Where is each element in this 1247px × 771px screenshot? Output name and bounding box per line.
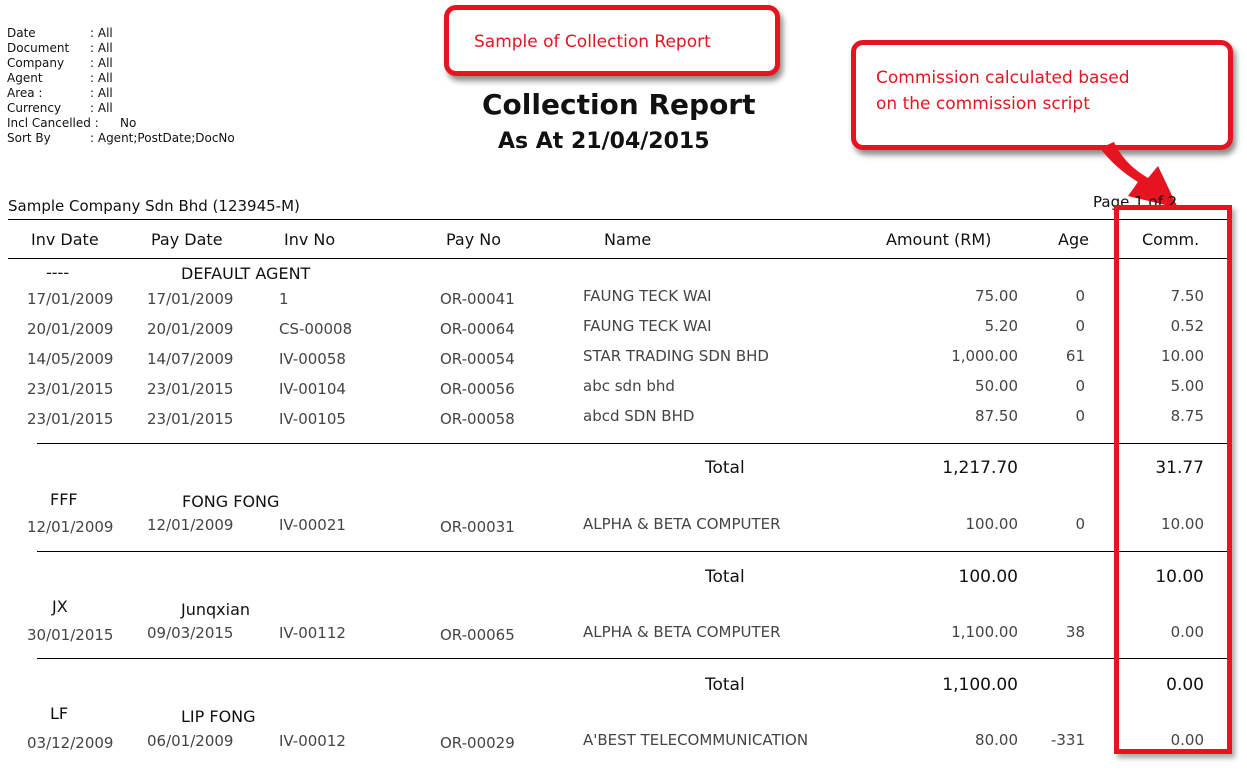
cell-name: abc sdn bhd bbox=[583, 377, 675, 395]
agent-code: LF bbox=[50, 704, 69, 723]
cell-pay-date: 12/01/2009 bbox=[147, 516, 234, 534]
total-label: Total bbox=[705, 458, 745, 478]
cell-age: 0 bbox=[1075, 377, 1085, 395]
cell-comm: 10.00 bbox=[1161, 347, 1204, 365]
cell-comm: 10.00 bbox=[1161, 515, 1204, 533]
total-label: Total bbox=[705, 567, 745, 587]
cell-inv-no: IV-00105 bbox=[279, 410, 346, 428]
cell-name: FAUNG TECK WAI bbox=[583, 287, 712, 305]
cell-inv-no: IV-00012 bbox=[279, 732, 346, 750]
report-title: Collection Report bbox=[482, 88, 756, 121]
cell-inv-no: CS-00008 bbox=[279, 320, 353, 338]
col-inv-date: Inv Date bbox=[31, 230, 99, 249]
cell-name: ALPHA & BETA COMPUTER bbox=[583, 515, 781, 533]
company-name: Sample Company Sdn Bhd (123945-M) bbox=[8, 197, 300, 215]
agent-code: FFF bbox=[50, 490, 78, 509]
total-label: Total bbox=[705, 675, 745, 695]
cell-age: -331 bbox=[1050, 731, 1085, 749]
cell-pay-no: OR-00064 bbox=[440, 320, 515, 338]
column-header-row bbox=[8, 219, 1232, 259]
cell-pay-date: 09/03/2015 bbox=[147, 624, 234, 642]
cell-amount: 100.00 bbox=[965, 515, 1018, 533]
cell-comm: 5.00 bbox=[1170, 377, 1204, 395]
cell-inv-date: 20/01/2009 bbox=[27, 320, 114, 338]
total-amount: 100.00 bbox=[958, 567, 1018, 587]
cell-inv-date: 03/12/2009 bbox=[27, 734, 114, 752]
agent-name: Junqxian bbox=[181, 600, 251, 619]
cell-pay-no: OR-00054 bbox=[440, 350, 515, 368]
agent-name: FONG FONG bbox=[182, 492, 280, 511]
cell-amount: 75.00 bbox=[975, 287, 1018, 305]
page-number: Page 1 of 2 bbox=[1093, 193, 1178, 211]
cell-pay-date: 23/01/2015 bbox=[147, 410, 234, 428]
cell-comm: 0.00 bbox=[1170, 731, 1204, 749]
col-pay-date: Pay Date bbox=[151, 230, 223, 249]
cell-comm: 0.52 bbox=[1170, 317, 1204, 335]
total-divider bbox=[37, 658, 1232, 659]
cell-comm: 0.00 bbox=[1170, 623, 1204, 641]
agent-name: DEFAULT AGENT bbox=[181, 264, 311, 283]
total-comm: 31.77 bbox=[1155, 458, 1204, 478]
total-comm: 10.00 bbox=[1155, 567, 1204, 587]
cell-inv-no: IV-00021 bbox=[279, 516, 346, 534]
cell-pay-no: OR-00029 bbox=[440, 734, 515, 752]
cell-name: FAUNG TECK WAI bbox=[583, 317, 712, 335]
cell-inv-date: 12/01/2009 bbox=[27, 518, 114, 536]
col-inv-no: Inv No bbox=[284, 230, 336, 249]
cell-inv-date: 23/01/2015 bbox=[27, 410, 114, 428]
commission-column-highlight bbox=[1114, 205, 1232, 754]
cell-pay-no: OR-00056 bbox=[440, 380, 515, 398]
agent-code: JX bbox=[52, 597, 68, 616]
report-subtitle: As At 21/04/2015 bbox=[498, 129, 710, 154]
cell-amount: 1,000.00 bbox=[951, 347, 1018, 365]
sample-callout bbox=[444, 5, 780, 76]
col-name: Name bbox=[604, 230, 652, 249]
cell-amount: 87.50 bbox=[975, 407, 1018, 425]
cell-name: ALPHA & BETA COMPUTER bbox=[583, 623, 781, 641]
cell-inv-no: 1 bbox=[279, 290, 289, 308]
agent-name: LIP FONG bbox=[181, 707, 256, 726]
cell-pay-no: OR-00065 bbox=[440, 626, 515, 644]
cell-inv-date: 17/01/2009 bbox=[27, 290, 114, 308]
agent-code: ---- bbox=[46, 263, 70, 282]
sample-callout-text: Sample of Collection Report bbox=[474, 32, 711, 52]
cell-amount: 1,100.00 bbox=[951, 623, 1018, 641]
col-amount: Amount (RM) bbox=[886, 230, 992, 249]
commission-callout bbox=[851, 40, 1233, 150]
col-pay-no: Pay No bbox=[446, 230, 502, 249]
cell-age: 38 bbox=[1065, 623, 1085, 641]
cell-inv-date: 30/01/2015 bbox=[27, 626, 114, 644]
cell-pay-no: OR-00031 bbox=[440, 518, 515, 536]
cell-pay-no: OR-00041 bbox=[440, 290, 515, 308]
total-amount: 1,100.00 bbox=[942, 675, 1018, 695]
total-divider bbox=[37, 443, 1232, 444]
total-comm: 0.00 bbox=[1166, 675, 1204, 695]
cell-comm: 7.50 bbox=[1170, 287, 1204, 305]
cell-name: abcd SDN BHD bbox=[583, 407, 695, 425]
col-age: Age bbox=[1058, 230, 1089, 249]
cell-pay-date: 20/01/2009 bbox=[147, 320, 234, 338]
cell-inv-date: 14/05/2009 bbox=[27, 350, 114, 368]
cell-pay-date: 23/01/2015 bbox=[147, 380, 234, 398]
cell-pay-no: OR-00058 bbox=[440, 410, 515, 428]
cell-age: 0 bbox=[1075, 407, 1085, 425]
cell-inv-date: 23/01/2015 bbox=[27, 380, 114, 398]
cell-comm: 8.75 bbox=[1170, 407, 1204, 425]
total-amount: 1,217.70 bbox=[942, 458, 1018, 478]
cell-amount: 80.00 bbox=[975, 731, 1018, 749]
cell-inv-no: IV-00112 bbox=[279, 624, 346, 642]
commission-callout-line2: on the commission script bbox=[876, 94, 1090, 114]
cell-amount: 5.20 bbox=[984, 317, 1018, 335]
total-divider bbox=[37, 551, 1232, 552]
cell-name: A'BEST TELECOMMUNICATION bbox=[583, 731, 809, 749]
cell-name: STAR TRADING SDN BHD bbox=[583, 347, 769, 365]
cell-pay-date: 14/07/2009 bbox=[147, 350, 234, 368]
cell-inv-no: IV-00104 bbox=[279, 380, 346, 398]
cell-age: 0 bbox=[1075, 317, 1085, 335]
cell-age: 61 bbox=[1065, 347, 1085, 365]
cell-age: 0 bbox=[1075, 515, 1085, 533]
cell-age: 0 bbox=[1075, 287, 1085, 305]
cell-inv-no: IV-00058 bbox=[279, 350, 346, 368]
col-comm: Comm. bbox=[1142, 230, 1200, 249]
commission-callout-line1: Commission calculated based bbox=[876, 68, 1130, 88]
cell-pay-date: 06/01/2009 bbox=[147, 732, 234, 750]
cell-amount: 50.00 bbox=[975, 377, 1018, 395]
cell-pay-date: 17/01/2009 bbox=[147, 290, 234, 308]
